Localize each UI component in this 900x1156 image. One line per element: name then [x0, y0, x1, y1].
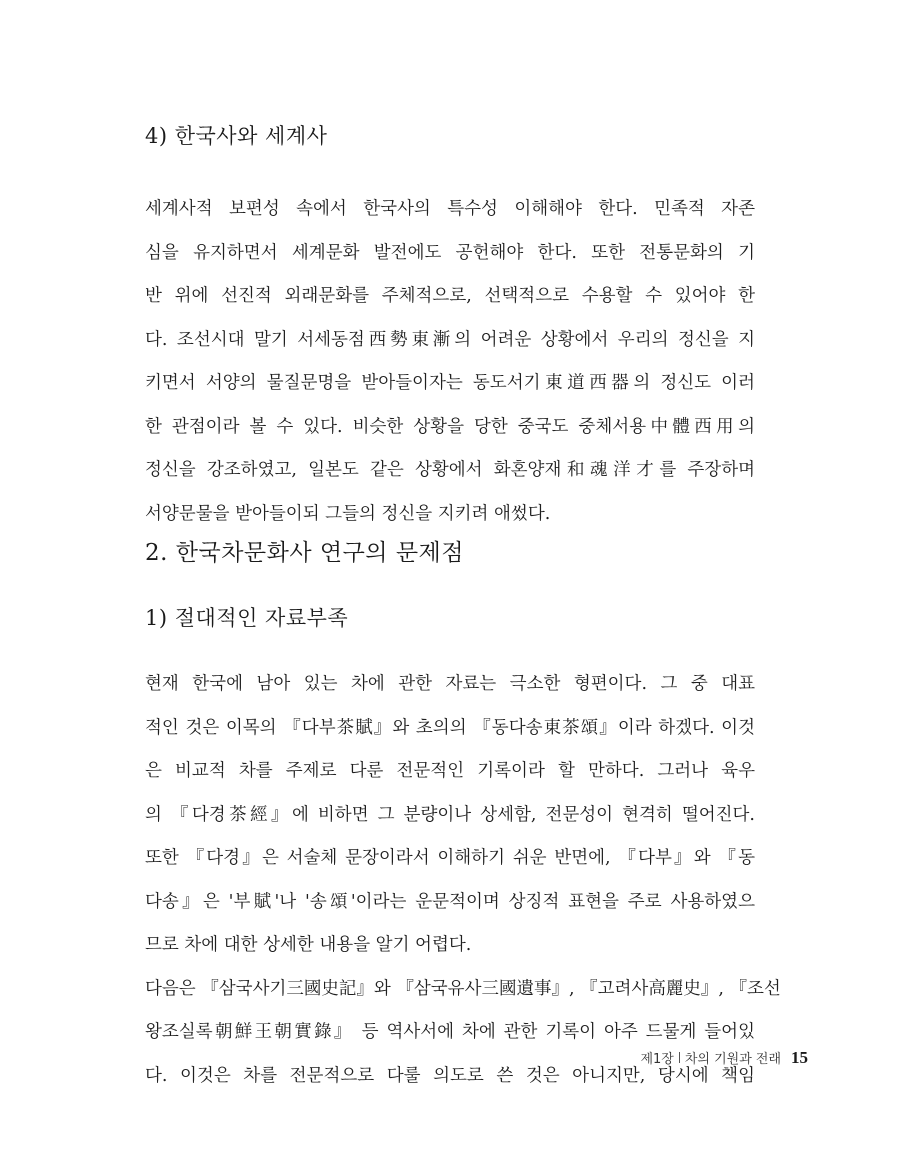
footer-chapter: 제1장	[640, 1052, 674, 1067]
text-line: 현재 한국에 남아 있는 차에 관한 자료는 극소한 형편이다. 그 중 대표	[145, 674, 755, 694]
footer-chapter-title: 차의 기원과 전래	[684, 1052, 781, 1067]
subsection-heading-lack-of-sources: 1) 절대적인 자료부족	[145, 606, 349, 630]
text-line: 의 『다경茶經』에 비하면 그 분량이나 상세함, 전문성이 현격히 떨어진다.	[145, 804, 755, 825]
text-line: 세계사적 보편성 속에서 한국사의 특수성 이해해야 한다. 민족적 자존	[145, 199, 755, 219]
text-line: 다음은 『삼국사기三國史記』와 『삼국유사三國遺事』, 『고려사高麗史』, 『조선	[145, 978, 781, 999]
text-line: 반 위에 선진적 외래문화를 주체적으로, 선택적으로 수용할 수 있어야 한	[145, 286, 755, 306]
text-line: 왕조실록朝鮮王朝實錄』 등 역사서에 차에 관한 기록이 아주 드물게 들어있	[145, 1022, 755, 1042]
section-heading-research-problems: 2. 한국차문화사 연구의 문제점	[145, 540, 464, 566]
text-line: 다. 조선시대 말기 서세동점西勢東漸의 어려운 상황에서 우리의 정신을 지	[145, 329, 755, 350]
text-line: 은 비교적 차를 주제로 다룬 전문적인 기록이라 할 만하다. 그러나 육우	[145, 761, 755, 781]
text-line: 정신을 강조하였고, 일본도 같은 상황에서 화혼양재和魂洋才를 주장하며	[145, 460, 755, 480]
paragraph-lack-of-sources	[145, 663, 781, 1098]
section-heading-korean-and-world-history: 4) 한국사와 세계사	[145, 124, 328, 148]
text-line: 키면서 서양의 물질문명을 받아들이자는 동도서기東道西器의 정신도 이러	[145, 373, 755, 393]
text-line: 심을 유지하면서 세계문화 발전에도 공헌해야 한다. 또한 전통문화의 기	[145, 242, 755, 263]
text-line: 다송』은 '부賦'나 '송頌'이라는 운문적이며 상징적 표현을 주로 사용하였으	[145, 891, 755, 912]
paragraph-korean-and-world-history	[145, 188, 755, 536]
text-line: 적인 것은 이목의 『다부茶賦』와 초의의 『동다송東茶頌』이라 하겠다. 이것	[145, 717, 755, 738]
text-line: 서양문물을 받아들이되 그들의 정신을 지키려 애썼다.	[145, 503, 551, 524]
text-line: 또한 『다경』은 서술체 문장이라서 이해하기 쉬운 반면에, 『다부』와 『동	[145, 848, 755, 868]
text-line: 한 관점이라 볼 수 있다. 비슷한 상황을 당한 중국도 중체서용中體西用의	[145, 416, 755, 437]
page-footer	[640, 1048, 808, 1068]
text-line: 다. 이것은 차를 전문적으로 다룰 의도로 쓴 것은 아니지만, 당시에 책임	[145, 1065, 755, 1086]
text-line: 므로 차에 대한 상세한 내용을 알기 어렵다.	[145, 935, 472, 955]
footer-divider	[679, 1052, 680, 1063]
page-number: 15	[791, 1048, 808, 1067]
